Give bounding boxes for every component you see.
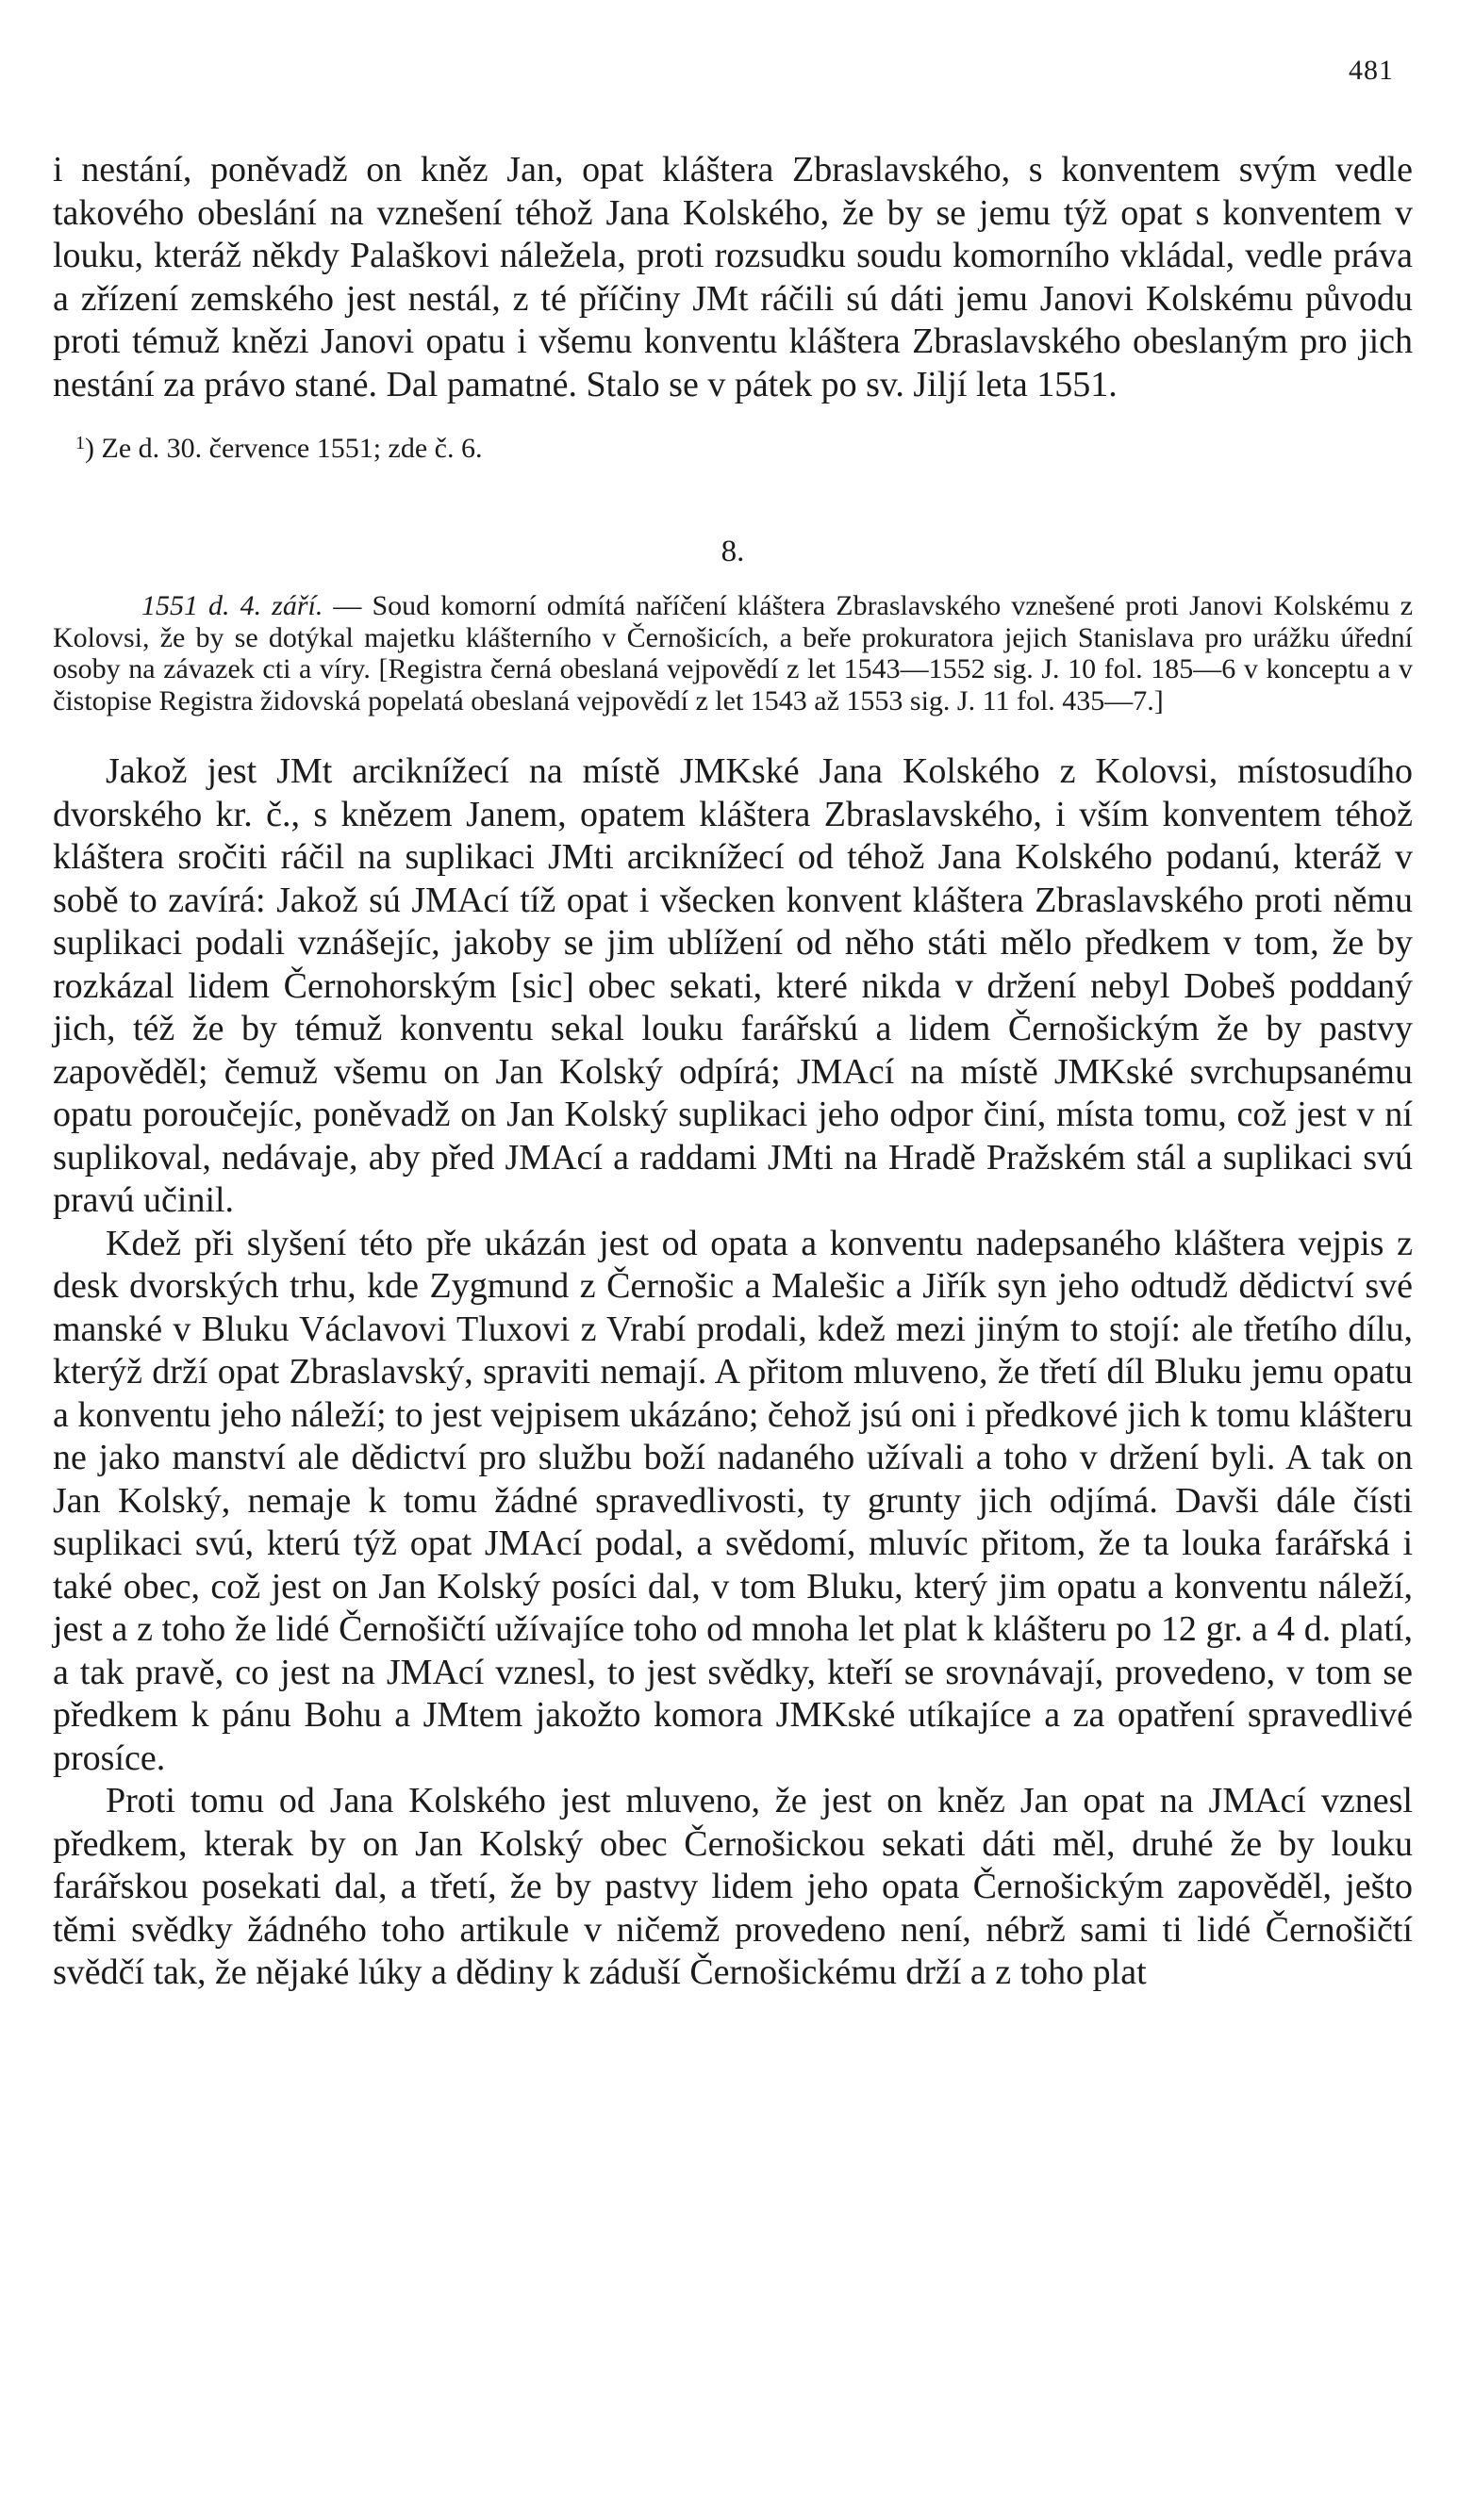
body-paragraph-2: Kdež při slyšení této pře ukázán jest od opata a konventu nadepsaného kláštera vejpis z desk dvorských trhu, kde Zygmund z Černošic a Malešic a Jiřík syn jeho odtudž dědictví své manské v Bluku Václavovi Tluxovi z Vrabí prodali, kdež mezi jiným to stojí: ale třetího dílu, kterýž drží opat Zbraslavský, spraviti nemají. A přitom mluveno, že třetí díl Bluku jemu opatu a konventu jeho náleží; to jest vejpisem ukázáno; čehož jsú oni i předkové jich k tomu klášteru ne jako manství ale dědictví pro službu boží nadaného užívali a toho v držení byli. A tak on Jan Kolský, nemaje k tomu žádné spravedlivosti, ty grunty jich odjímá. Davši dále čísti suplikaci svú, kterú týž opat JMAcí podal, a svědomí, mluvíc přitom, že ta louka farářská i také obec, což jest on Jan Kolský posíci dal, v tom Bluku, který jim opatu a konventu náleží, jest a z toho že lidé Černošičtí užívajíce toho od mnoha let plat k klášteru po 12 gr. a 4 d. platí, a tak pravě, co jest na JMAcí vznesl, to jest svědky, kteří se srovnávají, provedeno, v tom se předkem k pánu Bohu a JMtem jakožto komora JMKské utíkajíce a za opatření spravedlivé prosíce. (53, 1223, 1413, 1778)
continuation-paragraph: i nestání, poněvadž on kněz Jan, opat kláštera Zbraslavského, s konventem svým vedle takového obeslání na vznešení téhož Jana Kolského, že by se jemu týž opat s konventem v louku, kteráž někdy Palaškovi náležela, proti rozsudku soudu komorního vkládal, vedle práva a zřízení zemského jest nestál, z té příčiny JMt ráčili sú dáti jemu Janovi Kolskému původu proti témuž knězi Janovi opatu i všemu konventu kláštera Zbraslavského obeslaným pro jich nestání za právo stané. Dal pamatné. Stalo se v pátek po sv. Jiljí leta 1551. (53, 150, 1413, 404)
footnote-text: Ze d. 30. července 1551; zde č. 6. (101, 433, 483, 464)
footnote: $^1$) Ze d. 30. července 1551; zde č. 6. (75, 433, 483, 464)
page-number: 481 (1349, 55, 1394, 86)
body-paragraph-3: Proti tomu od Jana Kolského jest mluveno, že jest on kněz Jan opat na JMAcí vznesl předkem, kterak by on Jan Kolský obec Černošickou sekati dáti měl, druhé že by louku farářskou posekati dal, a třetí, že by pastvy lidem jeho opata Černošickým zapověděl, ješto těmi svědky žádného toho artikule v ničemž provedeno není, nébrž sami ti lidé Černošičtí svědčí tak, že nějaké lúky a dědiny k záduší Černošickému drží a z toho plat (53, 1781, 1413, 1992)
document-date: 1551 d. 4. září. (141, 590, 323, 621)
regest-text: — Soud komorní odmítá naříčení kláštera Zbraslavského vznešené proti Janovi Kolskému z Kolovsi, že by se dotýkal majetku klášterního v Černošicích, a beře prokuratora jejich Stanislava pro urážku úřední osoby na závazek cti a víry. [Registra černá obeslaná vejpovědí z let 1543—1552 sig. J. 10 fol. 185—6 v konceptu a v čistopise Registra židovská popelatá obeslaná vejpovědí z let 1543 až 1553 sig. J. 11 fol. 435—7.] (53, 590, 1414, 716)
footnote-mark: 1 (75, 433, 85, 453)
document-number: 8. (721, 535, 745, 568)
body-paragraph-1: Jakož jest JMt arciknížecí na místě JMKské Jana Kolského z Kolovsi, místosudího dvorského kr. č., s knězem Janem, opatem kláštera Zbraslavského, i vším konventem téhož kláštera sročiti ráčil na suplikaci JMti arciknížecí od téhož Jana Kolského podanú, kteráž v sobě to zavírá: Jakož sú JMAcí tíž opat i všecken konvent kláštera Zbraslavského proti němu suplikaci podali vznášejíc, jakoby se jim ublížení od něho státi mělo předkem v tom, že by rozkázal lidem Černohorským [sic] obec sekati, které nikda v držení nebyl Dobeš poddaný jich, též že by témuž konventu sekal louku farářskú a lidem Černošickým že by pastvy zapověděl; čemuž všemu on Jan Kolský odpírá; JMAcí na místě JMKské svrchupsanému opatu poroučejíc, poněvadž on Jan Kolský suplikaci jeho odpor činí, místa tomu, což jest v ní suplikoval, nedávaje, aby před JMAcí a raddami JMti na Hradě Pražském stál a suplikaci svú pravú učinil. (53, 751, 1413, 1220)
page-content (53, 149, 1413, 1995)
document-regest (53, 590, 1413, 716)
